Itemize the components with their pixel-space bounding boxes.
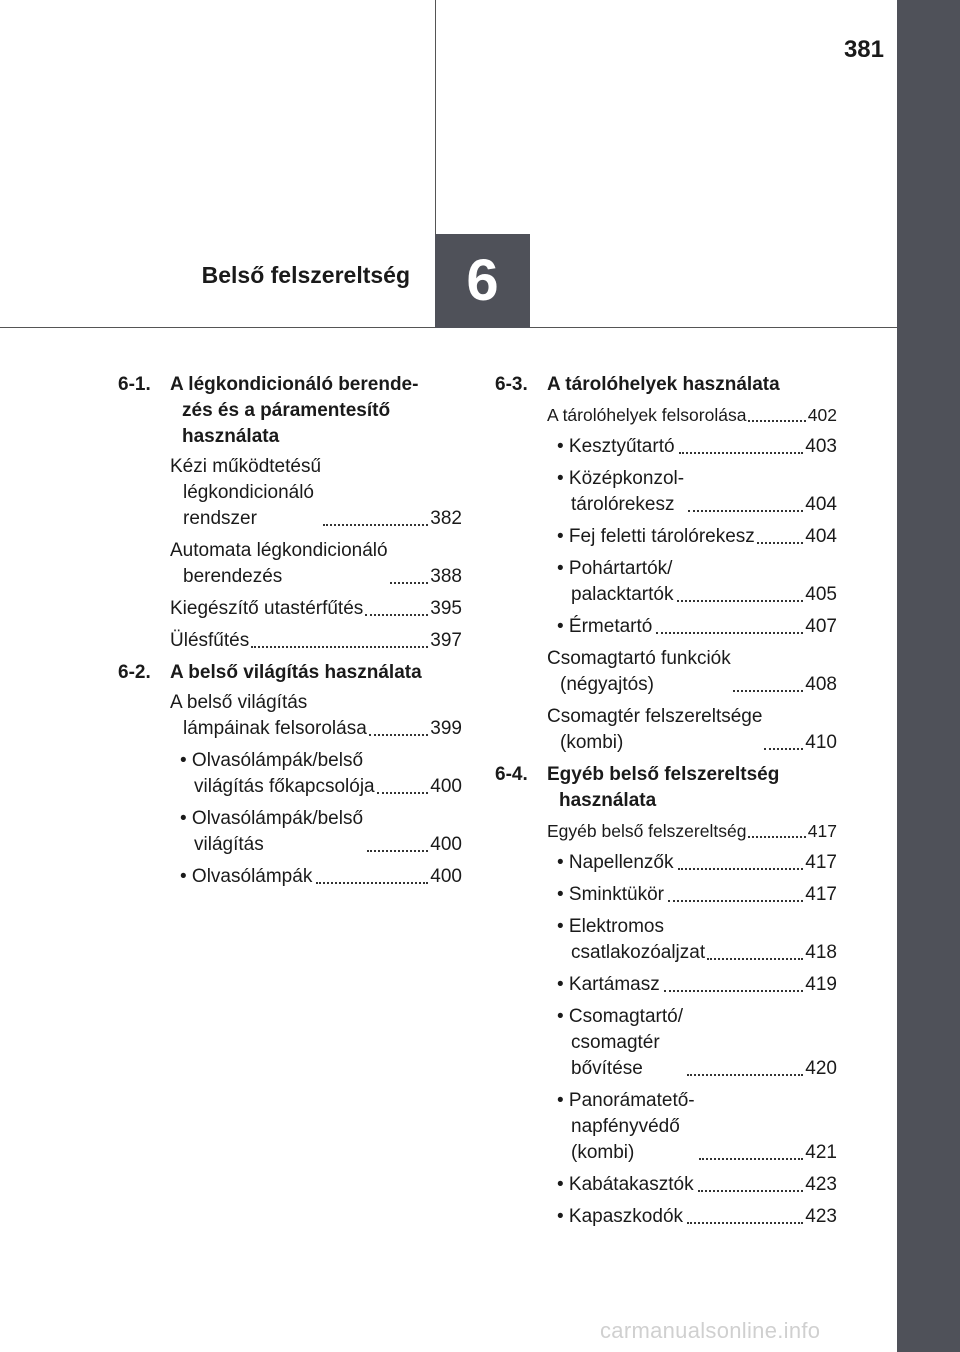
dot-leader (668, 900, 803, 902)
toc-entry[interactable] (170, 538, 462, 590)
entry-page-number: 382 (430, 508, 462, 529)
dot-leader (748, 836, 805, 838)
toc-entry[interactable] (180, 864, 462, 890)
entry-page-number: 418 (805, 942, 837, 963)
entry-page-number: 395 (430, 598, 462, 619)
entry-page-number: 420 (805, 1058, 837, 1079)
entry-page-number: 397 (430, 630, 462, 651)
dot-leader (678, 868, 804, 870)
toc-entry[interactable] (547, 704, 837, 756)
toc-section (495, 372, 837, 398)
entry-label: • Olvasólámpák (180, 866, 313, 887)
section-title: Egyéb belső felszereltség használata (547, 764, 780, 811)
toc-entry[interactable] (557, 1172, 837, 1198)
entry-label: • Olvasólámpák/belső világítás főkapcsolója (180, 750, 375, 797)
entry-label: Csomagtartó funkciók (négyajtós) (547, 648, 731, 695)
entry-label: • Kabátakasztók (557, 1174, 694, 1195)
chapter-title: Belső felszereltség (201, 262, 410, 288)
entry-page-number: 400 (430, 776, 462, 797)
entry-label: • Csomagtartó/ csomagtér bővítése (557, 1006, 683, 1079)
toc-entry[interactable] (557, 1204, 837, 1230)
entry-page-number: 400 (430, 834, 462, 855)
dot-leader (390, 582, 429, 584)
toc-entry[interactable] (557, 850, 837, 876)
toc-entry[interactable] (557, 1004, 837, 1082)
dot-leader (707, 958, 803, 960)
chapter-side-tab (897, 0, 960, 1352)
entry-page-number: 405 (805, 584, 837, 605)
section-number: 6-1. (118, 374, 151, 395)
entry-page-number: 423 (805, 1206, 837, 1227)
entry-label: • Kapaszkodók (557, 1206, 684, 1227)
toc-entry[interactable] (557, 466, 837, 518)
entry-label: Ülésfűtés (170, 630, 250, 651)
toc-right-column (495, 372, 837, 1236)
entry-label: Egyéb belső felszereltség (547, 821, 747, 841)
toc-entry[interactable] (557, 556, 837, 608)
entry-label: Automata légkondicionáló berendezés (170, 540, 388, 587)
dot-leader (748, 420, 805, 422)
toc-entry[interactable] (557, 434, 837, 460)
toc-entry[interactable] (557, 914, 837, 966)
entry-label: • Kesztyűtartó (557, 436, 675, 457)
entry-page-number: 410 (805, 732, 837, 753)
toc-section (495, 762, 837, 814)
entry-page-number: 419 (805, 974, 837, 995)
dot-leader (699, 1158, 804, 1160)
entry-page-number: 404 (805, 526, 837, 547)
dot-leader (316, 882, 428, 884)
section-number: 6-3. (495, 374, 528, 395)
dot-leader (251, 646, 428, 648)
toc-entry[interactable] (557, 972, 837, 998)
entry-label: • Napellenzők (557, 852, 674, 873)
entry-page-number: 408 (805, 674, 837, 695)
entry-page-number: 403 (805, 436, 837, 457)
dot-leader (698, 1190, 804, 1192)
entry-label: A belső világítás lámpáinak felsorolása (170, 692, 367, 739)
dot-leader (365, 614, 428, 616)
toc-entry[interactable] (547, 646, 837, 698)
entry-label: • Sminktükör (557, 884, 664, 905)
entry-label: Csomagtér felszereltsége (kombi) (547, 706, 763, 753)
entry-label: • Olvasólámpák/belső világítás (180, 808, 364, 855)
dot-leader (687, 1074, 803, 1076)
dot-leader (688, 510, 803, 512)
dot-leader (677, 600, 804, 602)
entry-page-number: 404 (805, 494, 837, 515)
entry-page-number: 399 (430, 718, 462, 739)
toc-section (118, 372, 462, 450)
dot-leader (656, 632, 803, 634)
entry-label: Kézi működtetésű légkondicionáló rendszer (170, 456, 322, 529)
entry-label: • Fej feletti tárolórekesz (557, 526, 755, 547)
toc-left-column (118, 372, 462, 896)
toc-entry[interactable] (557, 614, 837, 640)
watermark: carmanualsonline.info (600, 1318, 821, 1343)
toc-entry[interactable] (170, 690, 462, 742)
dot-leader (679, 452, 804, 454)
entry-page-number: 388 (430, 566, 462, 587)
toc-section (118, 660, 462, 686)
toc-entry[interactable] (557, 1088, 837, 1166)
entry-page-number: 423 (805, 1174, 837, 1195)
section-title: A belső világítás használata (170, 662, 422, 683)
dot-leader (764, 748, 803, 750)
dot-leader (664, 990, 803, 992)
dot-leader (369, 734, 429, 736)
entry-label: • Pohártartók/ palacktartók (557, 558, 674, 605)
toc-entry[interactable] (547, 402, 837, 428)
section-number: 6-2. (118, 662, 151, 683)
entry-label: • Panorámatető- napfényvédő (kombi) (557, 1090, 695, 1163)
dot-leader (757, 542, 804, 544)
entry-page-number: 417 (807, 821, 837, 841)
dot-leader (323, 524, 428, 526)
toc-entry[interactable] (170, 454, 462, 532)
entry-page-number: 407 (805, 616, 837, 637)
entry-page-number: 417 (805, 884, 837, 905)
entry-label: • Érmetartó (557, 616, 653, 637)
entry-label: • Elektromos csatlakozóaljzat (557, 916, 706, 963)
section-title: A légkondicionáló berende- zés és a páramentesítő használata (170, 374, 419, 447)
entry-page-number: 421 (805, 1142, 837, 1163)
entry-page-number: 400 (430, 866, 462, 887)
page-number: 381 (843, 36, 884, 63)
entry-label: Kiegészítő utastérfűtés (170, 598, 364, 619)
toc-entry[interactable] (180, 748, 462, 800)
toc-entry[interactable] (170, 628, 462, 654)
entry-label: • Kartámasz (557, 974, 660, 995)
toc-entry[interactable] (547, 818, 837, 844)
dot-leader (367, 850, 428, 852)
chapter-number: 6 (435, 234, 530, 328)
section-title: A tárolóhelyek használata (547, 374, 780, 395)
toc-entry[interactable] (170, 596, 462, 622)
toc-entry[interactable] (557, 882, 837, 908)
entry-page-number: 402 (807, 405, 837, 425)
toc-entry[interactable] (180, 806, 462, 858)
entry-label: • Középkonzol- tárolórekesz (557, 468, 685, 515)
entry-page-number: 417 (805, 852, 837, 873)
dot-leader (377, 792, 429, 794)
entry-label: A tárolóhelyek felsorolása (547, 405, 747, 425)
section-number: 6-4. (495, 764, 528, 785)
dot-leader (687, 1222, 803, 1224)
vertical-rule (435, 0, 436, 234)
toc-entry[interactable] (557, 524, 837, 550)
dot-leader (733, 690, 804, 692)
